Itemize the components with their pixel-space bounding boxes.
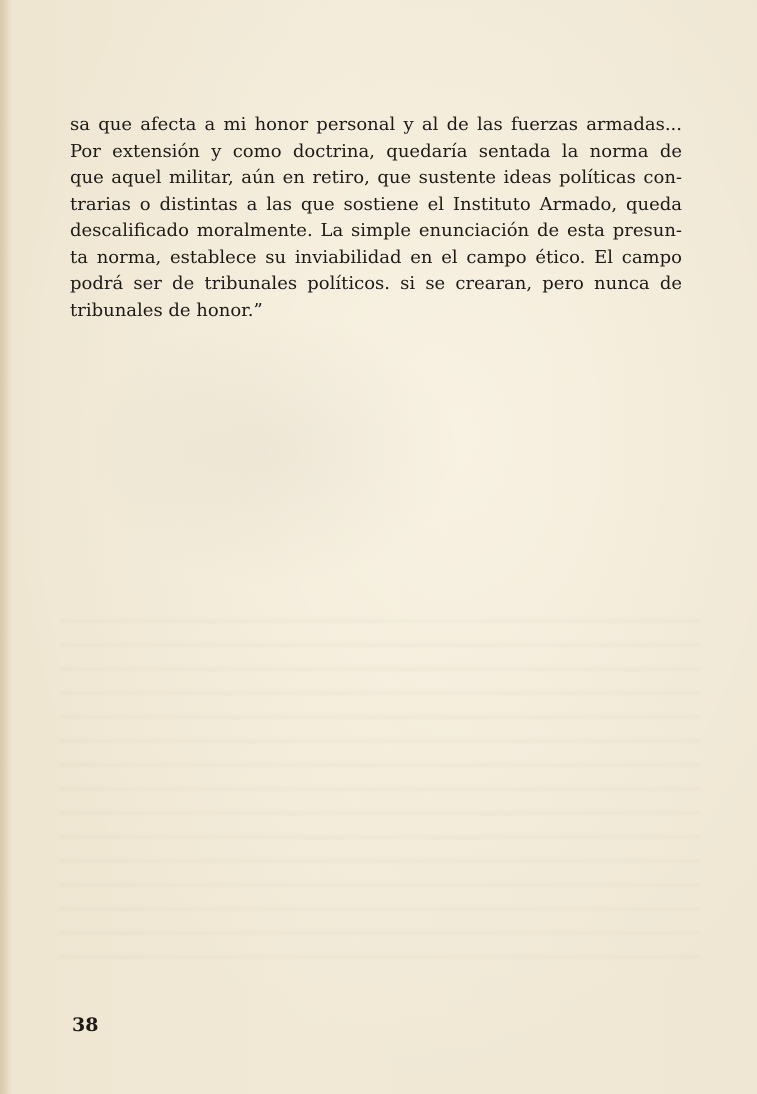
text-line: sa que afecta a mi honor personal y al de las fuerzas armadas...	[70, 114, 682, 135]
show-through-text	[60, 620, 700, 980]
text-line: Por extensión y como doctrina, quedaría sentada la norma de	[70, 140, 682, 162]
show-through-figure	[60, 300, 480, 600]
text-line: trarias o distintas a las que sostiene el Instituto Armado, queda	[70, 193, 682, 215]
text-line: tribunales de honor.”	[70, 299, 263, 321]
text-line: podrá ser de tribunales políticos. si se crearan, pero nunca de	[70, 273, 682, 294]
text-line: descalificado moralmente. La simple enunciación de esta presun-	[70, 220, 682, 241]
text-line: que aquel militar, aún en retiro, que sustente ideas políticas con-	[70, 167, 682, 188]
text-line: ta norma, establece su inviabilidad en el campo ético. El campo	[70, 246, 682, 268]
page-number: 38	[72, 1014, 99, 1036]
body-text	[70, 112, 682, 324]
page-binding-edge	[0, 0, 10, 1094]
